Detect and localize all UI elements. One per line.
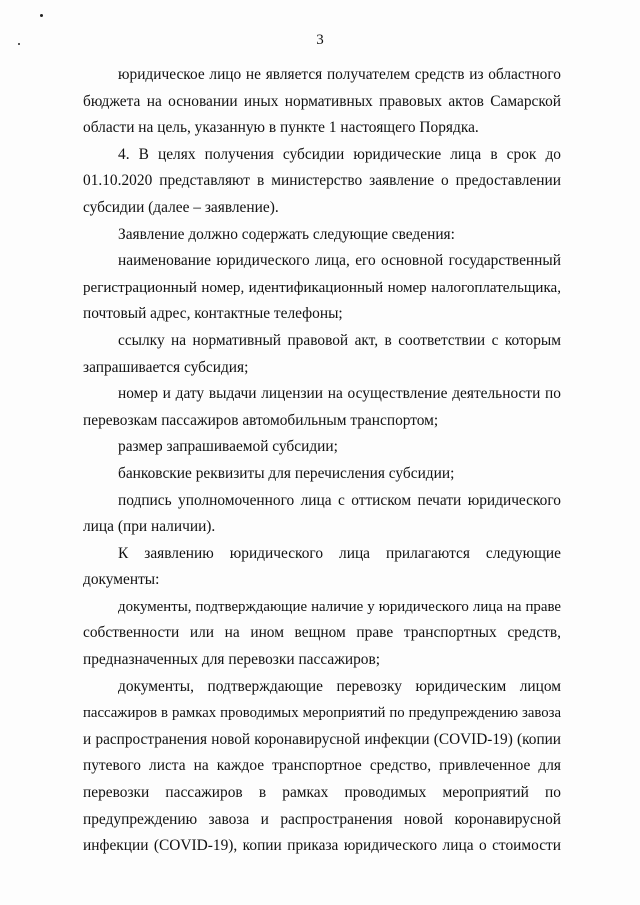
text-line: субсидии (далее – заявление). (83, 198, 279, 216)
text-line: Заявление должно содержать следующие сведения: (118, 225, 455, 243)
text-line: юридическое лицо не является получателем средств из областного (118, 66, 561, 83)
text-line: перевозкам пассажиров автомобильным транспортом; (83, 411, 439, 429)
text-line: документы, подтверждающие перевозку юридическим лицом (118, 677, 561, 695)
text-line: почтовый адрес, контактные телефоны; (83, 305, 343, 323)
scan-speck (40, 14, 43, 17)
text-line: перевозки пассажиров в рамках проводимых мероприятий по (83, 784, 561, 802)
text-line: документы: (83, 571, 160, 589)
text-line: и распространения новой коронавирусной инфекции (COVID-19) (копии (83, 730, 561, 748)
text-line: банковские реквизиты для перечисления субсидии; (118, 464, 455, 482)
text-line: 01.10.2020 представляют в министерство заявление о предоставлении (83, 172, 561, 190)
text-line: размер запрашиваемой субсидии; (118, 438, 338, 456)
text-line: ссылку на нормативный правовой акт, в соответствии с которым (118, 331, 561, 349)
text-line: области на цель, указанную в пункте 1 настоящего Порядка. (83, 119, 479, 137)
text-line: номер и дату выдачи лицензии на осуществление деятельности по (118, 385, 561, 403)
text-line: подпись уполномоченного лица с оттиском печати юридического (118, 491, 561, 509)
text-line: предназначенных для перевозки пассажиров; (83, 651, 380, 669)
text-line: путевого листа на каждое транспортное средство, привлеченное для (83, 757, 561, 775)
text-line: пассажиров в рамках проводимых мероприятий по предупреждению завоза (83, 705, 561, 722)
page-number: 3 (316, 32, 324, 48)
text-line: лица (при наличии). (83, 518, 216, 536)
text-line: документы, подтверждающие наличие у юридического лица на праве (118, 598, 561, 615)
text-line: наименование юридического лица, его основной государственный (118, 252, 561, 270)
text-line: бюджета на основании иных нормативных правовых актов Самарской (83, 92, 561, 110)
text-line: К заявлению юридического лица прилагаются следующие (118, 544, 561, 562)
text-line: собственности или на ином вещном праве транспортных средств, (83, 624, 561, 642)
text-line: запрашивается субсидия; (83, 358, 249, 376)
text-line: предупреждению завоза и распространения новой коронавирусной (83, 810, 561, 828)
document-body (83, 62, 561, 860)
text-line: 4. В целях получения субсидии юридические лица в срок до (118, 145, 561, 163)
text-line: регистрационный номер, идентификационный номер налогоплательщика, (83, 279, 561, 296)
text-line: инфекции (COVID-19), копии приказа юридического лица о стоимости (83, 837, 561, 855)
